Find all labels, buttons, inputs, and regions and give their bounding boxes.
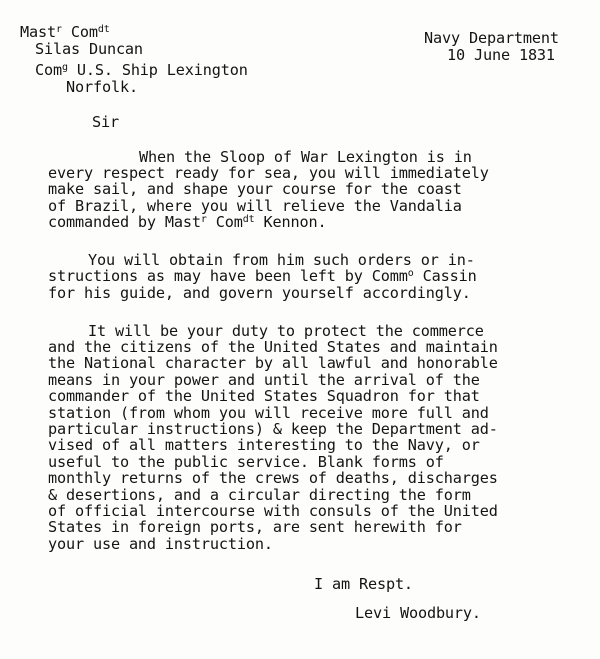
paragraph3-line: of official intercourse with consuls of the United xyxy=(48,502,498,520)
letter-date: 10 June 1831 xyxy=(447,46,555,64)
paragraph3-line: particular instructions) & keep the Department ad- xyxy=(48,420,498,438)
paragraph3-line: monthly returns of the crews of deaths, discharges xyxy=(48,469,498,487)
paragraph3-line: useful to the public service. Blank forms of xyxy=(48,453,444,471)
paragraph3-line: means in your power and until the arrival of the xyxy=(48,371,480,389)
paragraph1-line: commanded by Mast$^r$ Com$^{dt}$ Kennon. xyxy=(48,213,327,231)
paragraph1-line: When the Sloop of War Lexington is in xyxy=(139,148,472,166)
address-line-4: Norfolk. xyxy=(66,78,138,96)
closing: I am Respt. xyxy=(314,575,413,593)
address-line-2: Silas Duncan xyxy=(35,40,143,58)
address-line-3: Com$^g$ U.S. Ship Lexington xyxy=(35,61,248,79)
paragraph1-line: make sail, and shape your course for the coast xyxy=(48,180,462,198)
paragraph2-line: structions as may have been left by Comm$^o$ Cassin xyxy=(48,267,477,285)
paragraph3-line: the National character by all lawful and honorable xyxy=(48,354,498,372)
address-line-1: Mast$^r$ Com$^{dt}$ xyxy=(20,23,110,41)
paragraph3-line: your use and instruction. xyxy=(48,535,273,553)
salutation: Sir xyxy=(92,113,119,131)
paragraph1-line: every respect ready for sea, you will immediately xyxy=(48,164,489,182)
paragraph3-line: commander of the United States Squadron for that xyxy=(48,387,480,405)
paragraph1-line: of Brazil, where you will relieve the Vandalia xyxy=(48,197,462,215)
paragraph3-line: station (from whom you will receive more full and xyxy=(48,404,489,422)
paragraph2-line: for his guide, and govern yourself accordingly. xyxy=(48,284,471,302)
paragraph2-line: You will obtain from him such orders or in- xyxy=(88,251,475,269)
paragraph3-line: and the citizens of the United States and maintain xyxy=(48,338,498,356)
department-name: Navy Department xyxy=(424,29,559,47)
paragraph3-line: It will be your duty to protect the commerce xyxy=(88,322,484,340)
paragraph3-line: vised of all matters interesting to the Navy, or xyxy=(48,436,480,454)
paragraph3-line: States in foreign ports, are sent herewith for xyxy=(48,518,462,536)
signature: Levi Woodbury. xyxy=(355,604,481,622)
paragraph3-line: & desertions, and a circular directing the form xyxy=(48,486,471,504)
